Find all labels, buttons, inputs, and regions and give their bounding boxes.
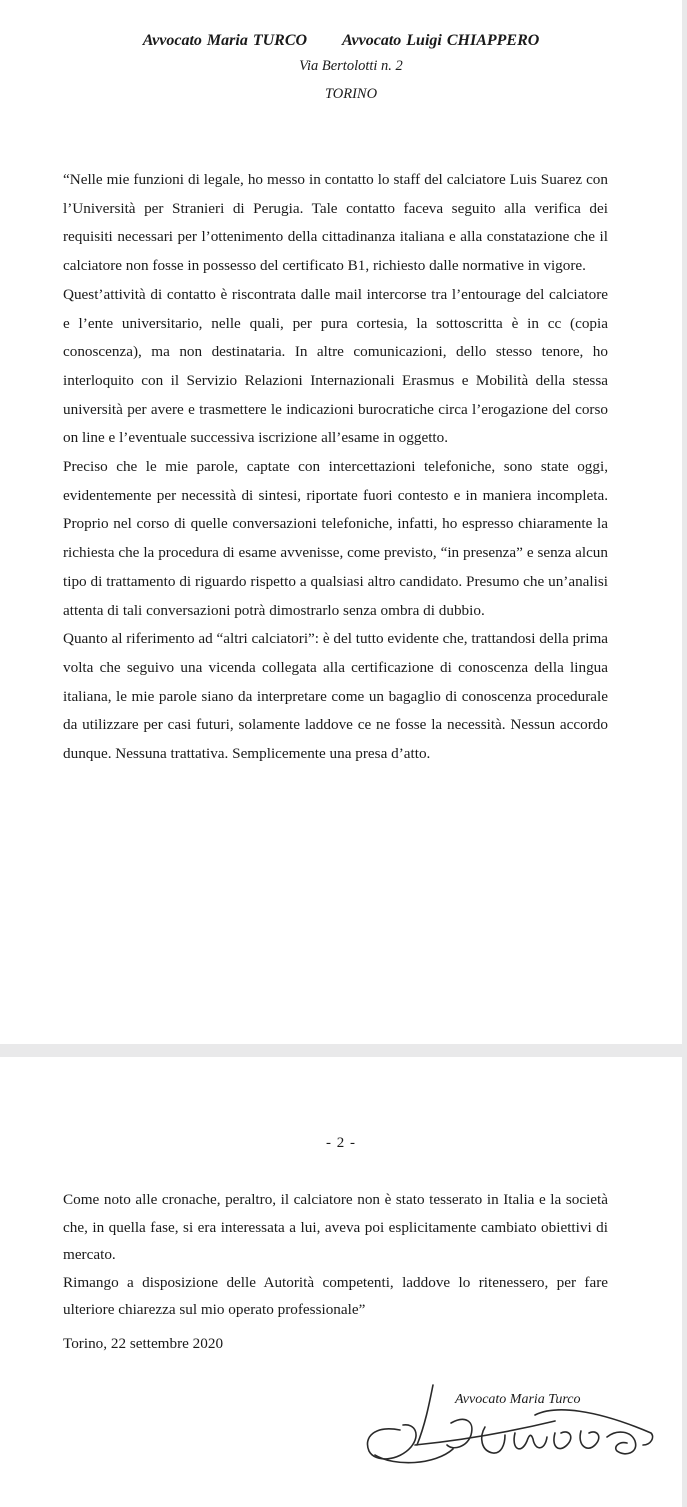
paragraph: Come noto alle cronache, peraltro, il calciatore non è stato tesserato in Italia e la società che, in quella fase, si era interessata a lui, aveva poi esplicitamente cambiato obiettivi di mercato. <box>63 1191 608 1263</box>
paragraph: “Nelle mie funzioni di legale, ho messo in contatto lo staff del calciatore Luis Suarez con l’Università per Stranieri di Perugia. Tale contatto faceva seguito alla verifica dei requisiti necessari per l’ottenimento della cittadinanza italiana e alla constatazione che il calciatore non fosse in possesso del certificato B1, richiesto dalle normative in vigore. <box>63 171 608 275</box>
paragraph: Quest’attività di contatto è riscontrata dalle mail intercorse tra l’entourage del calciatore e l’ente universitario, nelle quali, per pura cortesia, la sottoscritta è in cc (copia conoscenza), ma non destinataria. In altre comunicazioni, dello stesso tenore, ho interloquito con il Servizio Relazioni Internazionali Erasmus e Mobilità della stessa università per avere e trasmettere le indicazioni burocratiche circa l’erogazione del corso on line e l’eventuale successiva iscrizione all’esame in oggetto. <box>63 285 608 447</box>
letterhead-city: TORINO <box>324 86 378 102</box>
statement-body-continued <box>63 1186 608 1324</box>
date-line: Torino, 22 settembre 2020 <box>63 1335 224 1352</box>
handwritten-signature <box>355 1375 665 1475</box>
lawyer-name-1: Avvocato Maria TURCO <box>142 32 308 49</box>
statement-body <box>63 166 608 769</box>
letterhead-street: Via Bertolotti n. 2 <box>299 58 403 74</box>
letterhead-names <box>0 32 682 50</box>
signature-printed-name: Avvocato Maria Turco <box>455 1392 581 1407</box>
paragraph: Quanto al riferimento ad “altri calciatori”: è del tutto evidente che, trattandosi della prima volta che seguivo una vicenda collegata alla certificazione di conoscenza della lingua italiana, le mie parole siano da interpretare come un bagaglio di conoscenza procedurale da utilizzare per casi futuri, solamente laddove ce ne fosse la necessità. Nessun accordo dunque. Nessuna trattativa. Semplicemente una presa d’atto. <box>63 630 608 763</box>
paragraph: Rimango a disposizione delle Autorità competenti, laddove lo ritenessero, per fare ulteriore chiarezza sul mio operato professionale” <box>63 1273 608 1318</box>
paragraph: Preciso che le mie parole, captate con intercettazioni telefoniche, sono state oggi, evidentemente per necessità di sintesi, riportate fuori contesto e in maniera incompleta. Proprio nel corso di quelle conversazioni telefoniche, infatti, ho espresso chiaramente la richiesta che la procedura di esame avvenisse, come previsto, “in presenza” e senza alcun tipo di trattamento di riguardo rispetto a qualsiasi altro candidato. Presumo che un’analisi attenta di tali conversazioni potrà dimostrarlo senza ombra di dubbio. <box>63 458 608 619</box>
lawyer-name-2: Avvocato Luigi CHIAPPERO <box>342 32 540 49</box>
page-number: - 2 - <box>326 1135 356 1151</box>
